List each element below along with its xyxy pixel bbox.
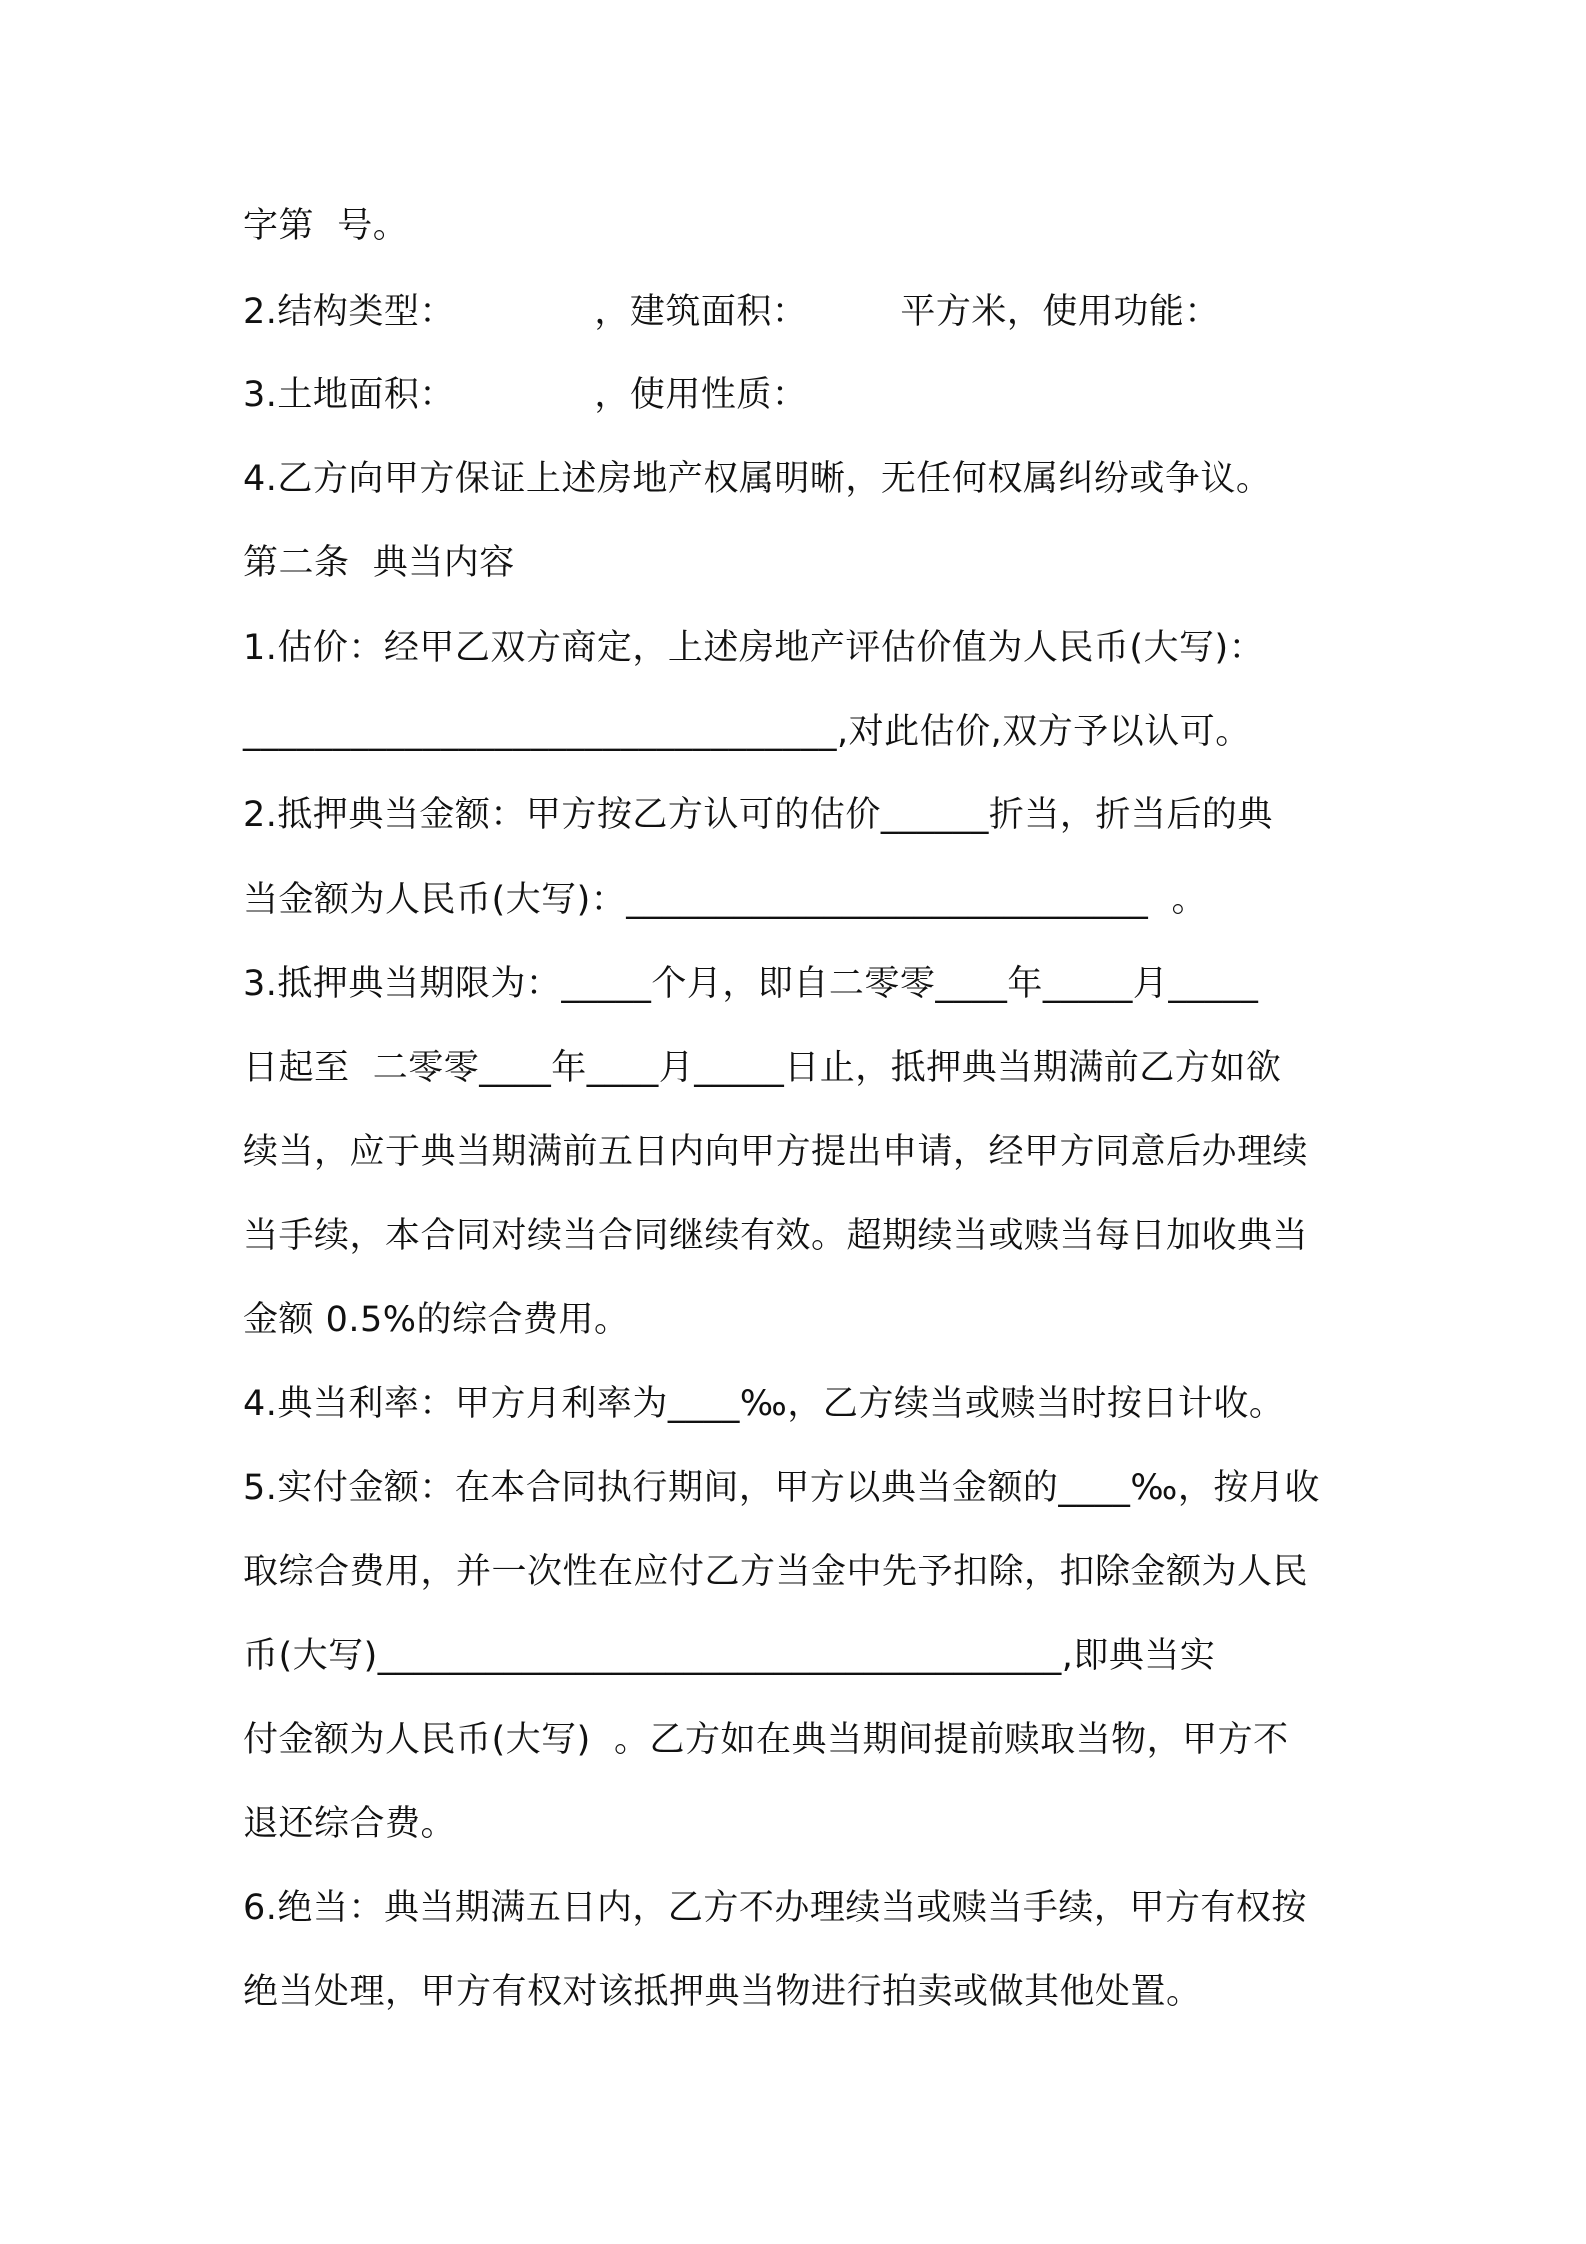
- text-line-actual-payment-cont-3: 付金额为人民币(大写) 。乙方如在典当期间提前赎取当物，甲方不: [243, 1720, 1289, 1760]
- text-line-pawn-term-cont-4: 金额 0.5%的综合费用。: [243, 1300, 630, 1340]
- text-line-forfeit-cont: 绝当处理，甲方有权对该抵押典当物进行拍卖或做其他处置。: [243, 1972, 1202, 2012]
- text-line-pawn-amount-cont: 当金额为人民币(大写)：_____________________________ 。: [243, 880, 1208, 920]
- text-line-pawn-term: 3.抵押典当期限为：_____个月，即自二零零____年_____月_____: [243, 964, 1259, 1004]
- text-line-structure-type: 2.结构类型： ，建筑面积： 平方米，使用功能：: [243, 292, 1220, 332]
- text-line-pawn-term-cont-2: 续当，应于典当期满前五日内向甲方提出申请，经甲方同意后办理续: [243, 1132, 1309, 1172]
- text-line-actual-payment-cont-2: 币(大写)______________________________________,即典当实: [243, 1636, 1216, 1676]
- text-line-land-area: 3.土地面积： ，使用性质：: [243, 375, 808, 415]
- text-line-valuation: 1.估价：经甲乙双方商定，上述房地产评估价值为人民币(大写)：: [243, 628, 1265, 668]
- text-line-actual-payment-cont-4: 退还综合费。: [243, 1804, 457, 1844]
- text-line-forfeit: 6.绝当：典当期满五日内，乙方不办理续当或赎当手续，甲方有权按: [243, 1888, 1307, 1928]
- text-line-valuation-blank: _________________________________,对此估价,双方予以认可。: [243, 712, 1251, 752]
- text-line-pawn-amount: 2.抵押典当金额：甲方按乙方认可的估价______折当，折当后的典: [243, 795, 1273, 835]
- text-line-ownership-guarantee: 4.乙方向甲方保证上述房地产权属明晰，无任何权属纠纷或争议。: [243, 459, 1272, 499]
- text-line-actual-payment: 5.实付金额：在本合同执行期间，甲方以典当金额的____‰，按月收: [243, 1468, 1320, 1508]
- text-line-actual-payment-cont-1: 取综合费用，并一次性在应付乙方当金中先予扣除，扣除金额为人民: [243, 1552, 1309, 1592]
- section-heading-pawn-content: 第二条 典当内容: [243, 543, 515, 583]
- text-line-cert-number: 字第 号。: [243, 206, 409, 246]
- text-line-pawn-term-cont-3: 当手续，本合同对续当合同继续有效。超期续当或赎当每日加收典当: [243, 1216, 1309, 1256]
- text-line-interest-rate: 4.典当利率：甲方月利率为____‰，乙方续当或赎当时按日计收。: [243, 1384, 1285, 1424]
- text-line-pawn-term-cont-1: 日起至 二零零____年____月_____日止，抵押典当期满前乙方如欲: [243, 1048, 1282, 1088]
